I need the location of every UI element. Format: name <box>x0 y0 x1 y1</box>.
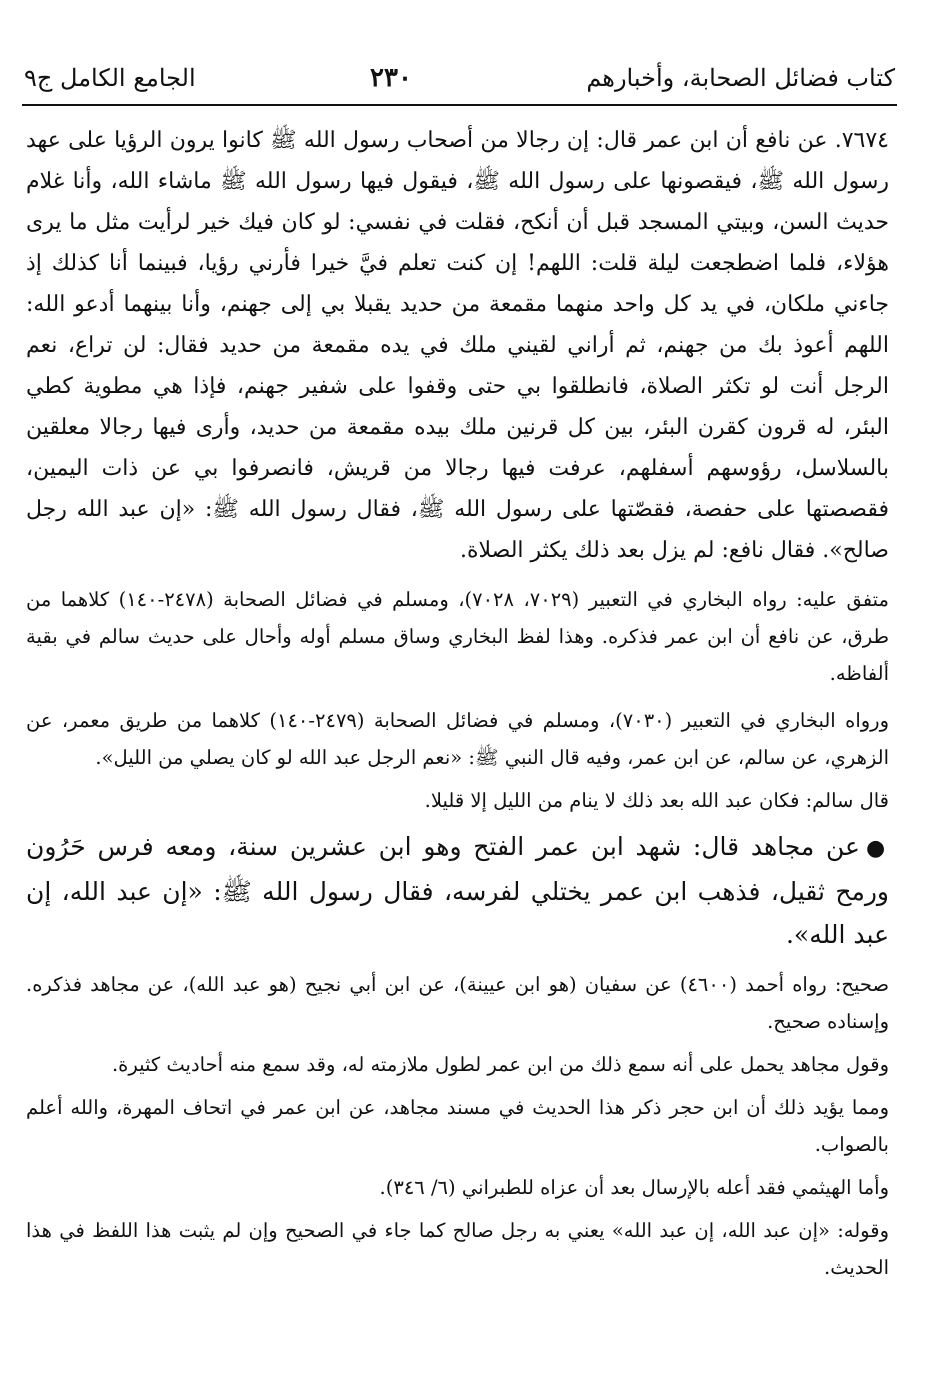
takhrij-paragraph: ورواه البخاري في التعبير (٧٠٣٠)، ومسلم في فضائل الصحابة (٢٤٧٩-١٤٠) كلاهما من طريق معمر، عن الزهري، عن سالم، عن ابن عمر، وفيه قال النبي ﷺ: «نعم الرجل عبد الله لو كان يصلي من الليل». <box>26 709 889 769</box>
page-body <box>26 120 889 1356</box>
commentary-paragraph: ومما يؤيد ذلك أن ابن حجر ذكر هذا الحديث في مسند مجاهد، عن ابن عمر في اتحاف المهرة، والله أعلم بالصواب. <box>26 1096 889 1156</box>
bullet-icon: ● <box>865 836 889 861</box>
page-number: ٢٣٠ <box>370 63 412 93</box>
book-title: كتاب فضائل الصحابة، وأخبارهم <box>586 64 895 92</box>
hadith-paragraph: ٧٦٧٤. عن نافع أن ابن عمر قال: إن رجالا من أصحاب رسول الله ﷺ كانوا يرون الرؤيا على عهد رسول الله ﷺ، فيقصونها على رسول الله ﷺ، فيقول فيها رسول الله ﷺ ماشاء الله، وأنا غلام حديث السن، وبيتي المسجد قبل أن أنكح، فقلت في نفسي: لو كان فيك خير لرأيت مثل ما يرى هؤلاء، فلما اضطجعت ليلة قلت: اللهم! إن كنت تعلم فيَّ خيرا فأرني رؤيا، فبينما أنا كذلك إذ جاءني ملكان، في يد كل واحد منهما مقمعة من حديد يقبلا بي إلى جهنم، وأنا بينهما أدعو الله: اللهم أعوذ بك من جهنم، ثم أراني لقيني ملك في يده مقمعة من حديد فقال: لن تراع، نعم الرجل أنت لو تكثر الصلاة، فانطلقوا بي حتى وقفوا على شفير جهنم، فإذا هي مطوية كطي البئر، له قرون كقرن البئر، بين كل قرنين ملك بيده مقمعة من حديد، وأرى فيها رجالا معلقين بالسلاسل، رؤوسهم أسفلهم، عرفت فيها رجالا من قريش، فانصرفوا بي عن ذات اليمين، فقصصتها على حفصة، فقصّتها على رسول الله ﷺ، فقال رسول الله ﷺ: «إن عبد الله رجل صالح». فقال نافع: لم يزل بعد ذلك يكثر الصلاة. <box>26 128 889 563</box>
takhrij-paragraph: متفق عليه: رواه البخاري في التعبير (٧٠٢٩، ٧٠٢٨)، ومسلم في فضائل الصحابة (٢٤٧٨-١٤٠) كلاهما من طرق، عن نافع أن ابن عمر فذكره. وهذا لفظ البخاري وساق مسلم أوله وأحال على حديث سالم في بقية ألفاظه. <box>26 588 889 685</box>
hadith-paragraph <box>26 825 889 956</box>
commentary-paragraph: وقول مجاهد يحمل على أنه سمع ذلك من ابن عمر لطول ملازمته له، وقد سمع منه أحاديث كثيرة. <box>111 1053 889 1076</box>
commentary-paragraph: وقوله: «إن عبد الله، إن عبد الله» يعني به رجل صالح كما جاء في الصحيح وإن لم يثبت هذا اللفظ في هذا الحديث. <box>26 1219 889 1279</box>
volume-label: الجامع الكامل ج٩ <box>24 64 196 92</box>
hadith-text: عن مجاهد قال: شهد ابن عمر الفتح وهو ابن عشرين سنة، ومعه فرس حَرُون ورمح ثقيل، فذهب ابن عمر يختلي لفرسه، فقال رسول الله ﷺ: «إن عبد الله، إن عبد الله». <box>26 832 889 949</box>
quote-paragraph: قال سالم: فكان عبد الله بعد ذلك لا ينام من الليل إلا قليلا. <box>424 789 889 812</box>
page-header <box>24 58 895 98</box>
grading-paragraph: صحيح: رواه أحمد (٤٦٠٠) عن سفيان (هو ابن عيينة)، عن ابن أبي نجيح (هو عبد الله)، عن مجاهد فذكره. وإسناده صحيح. <box>26 973 889 1033</box>
header-divider <box>22 104 897 106</box>
commentary-paragraph: وأما الهيثمي فقد أعله بالإرسال بعد أن عزاه للطبراني (٦/ ٣٤٦). <box>379 1176 889 1199</box>
